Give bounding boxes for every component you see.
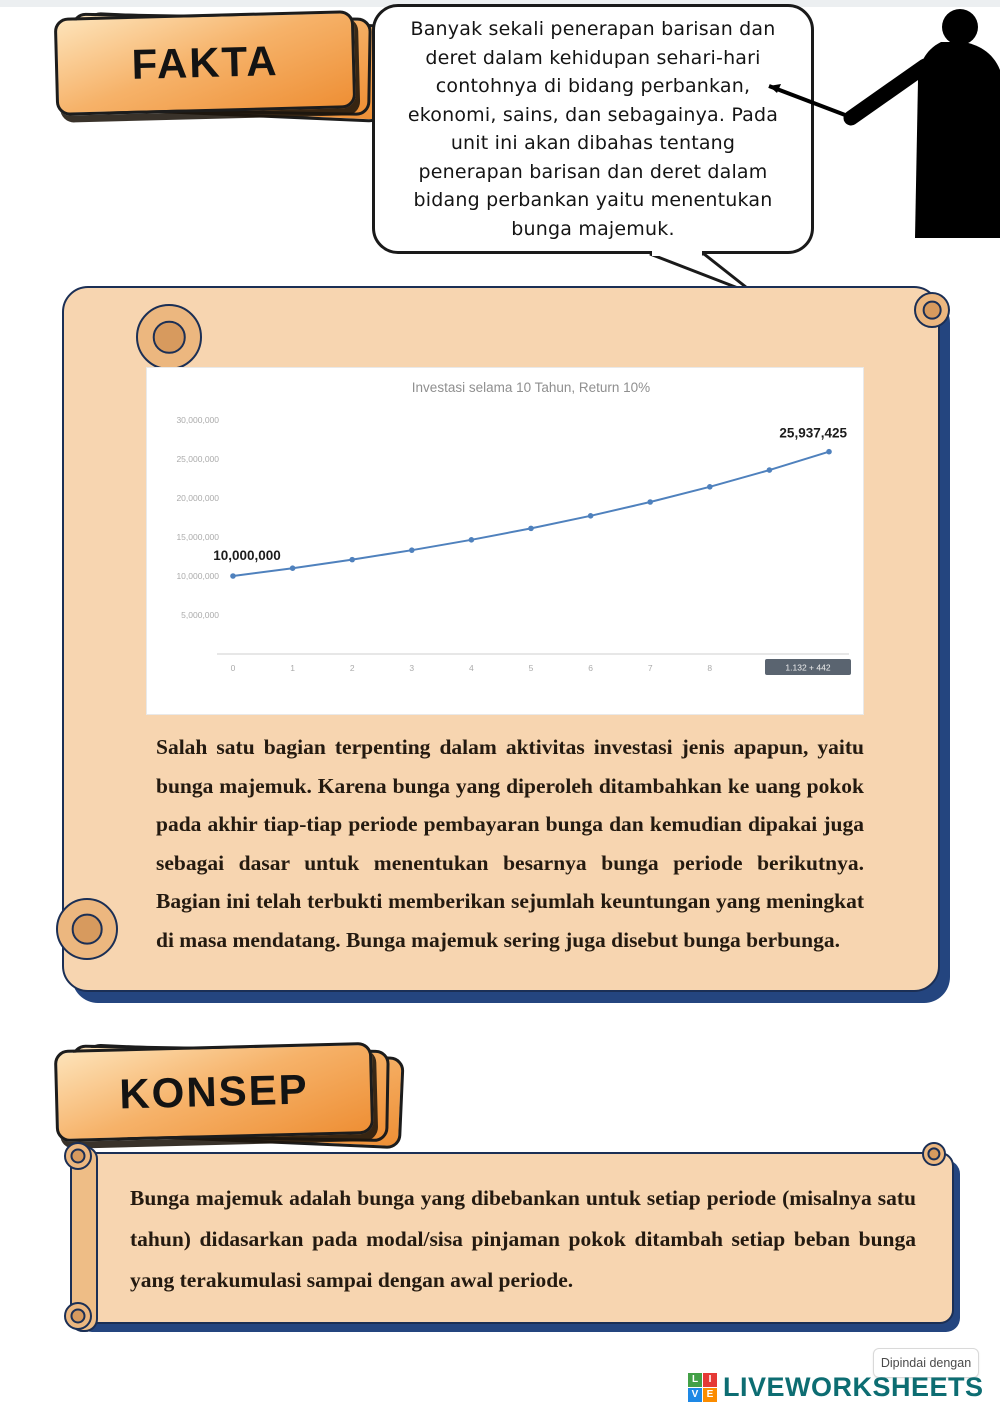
scroll-curl-icon (64, 1142, 92, 1170)
scroll-curl-icon (56, 898, 118, 960)
investment-chart-panel (147, 368, 863, 714)
fakta-banner (55, 14, 355, 112)
konsep-scroll (72, 1152, 954, 1324)
konsep-paragraph: Bunga majemuk adalah bunga yang dibebankan untuk setiap periode (misalnya satu tahun) didasarkan pada modal/sisa pinjaman pokok ditambah setiap beban bunga yang terakumulasi sampai dengan awal periode. (130, 1186, 916, 1292)
konsep-banner-label: KONSEP (118, 1065, 310, 1118)
fakta-scroll (62, 286, 940, 992)
liveworksheets-logo-blocks-icon (688, 1373, 717, 1402)
svg-text:1: 1 (290, 663, 295, 673)
svg-text:1.132 + 442: 1.132 + 442 (785, 662, 831, 673)
scan-badge-label: Dipindai dengan (880, 1356, 972, 1370)
logo-block-i: I (703, 1373, 717, 1387)
fakta-banner-label: FAKTA (130, 37, 280, 88)
investment-chart-svg (147, 368, 863, 714)
svg-text:0: 0 (230, 663, 236, 673)
scroll-curl-icon (136, 304, 202, 370)
svg-text:3: 3 (409, 663, 415, 673)
speech-bubble (372, 4, 814, 254)
teacher-silhouette-icon (755, 0, 1000, 240)
scroll-curl-icon (64, 1302, 92, 1330)
konsep-banner-face (54, 1042, 374, 1142)
fakta-paragraph: Salah satu bagian terpenting dalam aktivitas investasi jenis apapun, yaitu bunga majemuk. Karena bunga yang diperoleh ditambahkan ke uang pokok pada akhir tiap-tiap periode pembayaran bunga dan kemudian dipakai juga sebagai dasar untuk menentukan besarnya bunga periode berikutnya. Bagian ini telah terbukti memberikan sejumlah keuntungan yang meningkat di masa mendatang. Bunga majemuk sering juga disebut bunga berbunga. (156, 735, 864, 952)
svg-text:5: 5 (528, 663, 534, 673)
svg-text:15,000,000: 15,000,000 (176, 532, 219, 542)
logo-block-v: V (688, 1388, 702, 1402)
scroll-curl-icon (914, 292, 950, 328)
svg-text:25,000,000: 25,000,000 (176, 454, 219, 464)
svg-text:2: 2 (349, 663, 355, 673)
liveworksheets-logo-text: LIVEWORKSHEETS (723, 1372, 984, 1402)
svg-text:8: 8 (707, 663, 713, 673)
svg-text:6: 6 (588, 663, 593, 673)
logo-block-e: E (703, 1388, 717, 1402)
svg-text:10,000,000: 10,000,000 (213, 548, 281, 563)
svg-text:5,000,000: 5,000,000 (181, 610, 219, 620)
speech-bubble-text: Banyak sekali penerapan barisan dan deret dalam kehidupan sehari-hari contohnya di bidang perbankan, ekonomi, sains, dan sebagainya. Pada unit ini akan dibahas tentang penerapan barisan dan deret dalam bidang perbankan yaitu menentukan bunga majemuk. (407, 18, 779, 240)
liveworksheets-logo (688, 1372, 984, 1403)
svg-text:30,000,000: 30,000,000 (176, 415, 219, 425)
svg-text:Investasi selama 10 Tahun, Ret: Investasi selama 10 Tahun, Return 10% (411, 380, 651, 395)
svg-text:4: 4 (469, 663, 474, 673)
svg-text:20,000,000: 20,000,000 (176, 493, 219, 503)
svg-text:25,937,425: 25,937,425 (779, 425, 847, 441)
logo-block-l: L (688, 1373, 702, 1387)
scroll-curl-icon (922, 1142, 946, 1166)
konsep-banner (55, 1046, 373, 1138)
fakta-banner-face (54, 10, 356, 116)
svg-text:10,000,000: 10,000,000 (176, 571, 219, 581)
svg-text:7: 7 (647, 663, 653, 673)
